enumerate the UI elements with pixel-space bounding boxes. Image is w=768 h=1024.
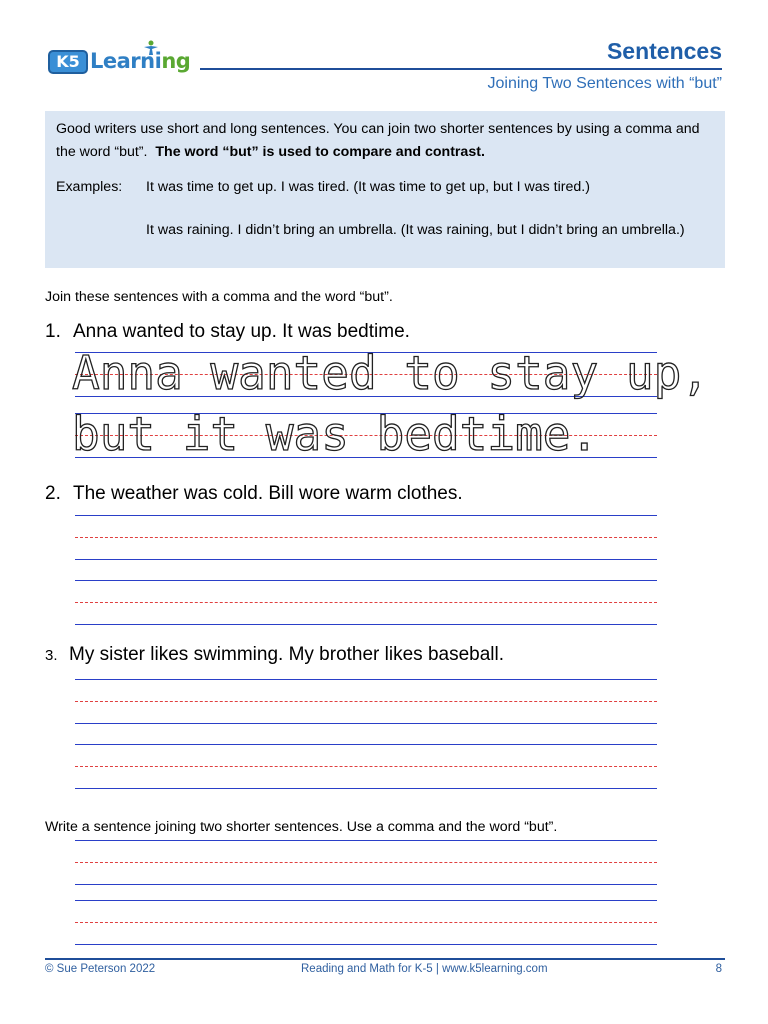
question-2-number: 2. [45, 483, 61, 504]
logo-k5-badge: K5 [48, 50, 88, 74]
question-2 [45, 483, 463, 505]
traced-answer-line-2: but it was bedtime. [72, 407, 599, 461]
example-2: It was raining. I didn’t bring an umbrella. (It was raining, but I didn’t bring an umbrella.) [146, 222, 685, 238]
answer-line[interactable] [75, 900, 657, 901]
question-1 [45, 321, 410, 343]
writing-line [75, 788, 657, 789]
write-instruction: Write a sentence joining two shorter sentences. Use a comma and the word “but”. [45, 819, 558, 835]
answer-line[interactable] [75, 679, 657, 680]
writing-line [75, 944, 657, 945]
examples-label: Examples: [56, 179, 123, 195]
join-instruction: Join these sentences with a comma and the word “but”. [45, 289, 393, 305]
info-box [45, 111, 725, 268]
writing-line [75, 624, 657, 625]
answer-line[interactable] [75, 580, 657, 581]
writing-guide-line [75, 602, 657, 603]
writing-line [75, 723, 657, 724]
writing-guide-line [75, 922, 657, 923]
traced-answer-line-1: Anna wanted to stay up, [72, 346, 709, 400]
writing-guide-line [75, 537, 657, 538]
question-1-number: 1. [45, 321, 61, 342]
footer-page-number: 8 [715, 963, 722, 975]
question-3-text: My sister likes swimming. My brother likes baseball. [69, 644, 505, 665]
writing-line [75, 884, 657, 885]
writing-guide-line [75, 766, 657, 767]
question-3-number: 3. [45, 647, 58, 664]
intro-text [56, 118, 716, 164]
answer-line[interactable] [75, 515, 657, 516]
footer-rule [45, 958, 725, 960]
writing-guide-line [75, 862, 657, 863]
footer-copyright: © Sue Peterson 2022 [45, 963, 156, 975]
intro-bold: The word “but” is used to compare and contrast. [155, 144, 485, 160]
question-3 [45, 644, 504, 666]
footer-website[interactable]: Reading and Math for K-5 | www.k5learning.com [301, 963, 548, 975]
logo-word-main: Learni [90, 49, 162, 73]
page-subtitle: Joining Two Sentences with “but” [487, 75, 722, 92]
answer-line[interactable] [75, 840, 657, 841]
answer-line[interactable] [75, 744, 657, 745]
logo-word-end: ng [161, 49, 191, 73]
question-2-text[interactable]: The weather was cold. Bill wore warm clothes. [73, 483, 463, 504]
writing-guide-line [75, 701, 657, 702]
page-title: Sentences [606, 38, 722, 64]
question-1-text: Anna wanted to stay up. It was bedtime. [73, 321, 410, 342]
logo-wordmark [90, 49, 190, 73]
example-1: It was time to get up. I was tired. (It was time to get up, but I was tired.) [146, 179, 590, 195]
k5-learning-logo [46, 40, 191, 78]
writing-line [75, 559, 657, 560]
intro-plain: Good writers use short and long sentences. You can join two shorter sentences by using a comma and the word “but”. [56, 121, 700, 160]
header-rule [200, 68, 722, 70]
